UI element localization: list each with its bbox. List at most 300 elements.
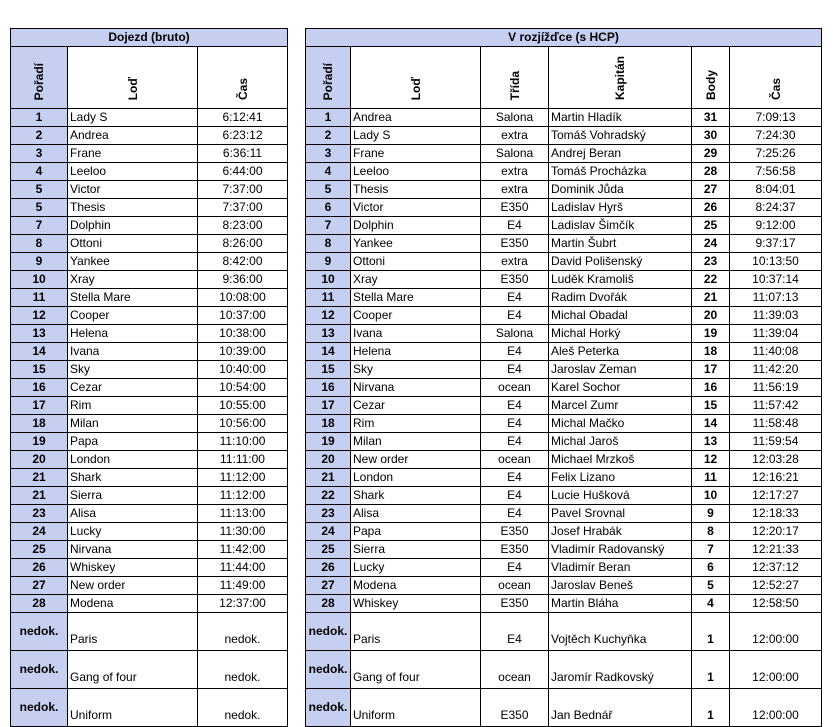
cell-time: 6:44:00: [198, 163, 288, 181]
table-row: [306, 433, 822, 451]
cell-rank: 24: [11, 523, 68, 541]
cell-points: 20: [692, 307, 730, 325]
cell-points: 8: [692, 523, 730, 541]
table-row: [306, 505, 822, 523]
cell-time: 12:20:17: [730, 523, 822, 541]
cell-captain: Lucie Hušková: [549, 487, 692, 505]
table-row: [11, 487, 288, 505]
table-row: [11, 217, 288, 235]
cell-class: E350: [481, 271, 549, 289]
cell-boat: Nirvana: [68, 541, 198, 559]
cell-time: 12:37:00: [198, 595, 288, 613]
cell-points: 22: [692, 271, 730, 289]
cell-boat: Rim: [68, 397, 198, 415]
cell-boat: Sierra: [68, 487, 198, 505]
cell-rank: 9: [11, 253, 68, 271]
cell-boat: Sierra: [351, 541, 481, 559]
table-row: [11, 577, 288, 595]
cell-captain: Karel Sochor: [549, 379, 692, 397]
cell-rank: 15: [306, 361, 351, 379]
cell-captain: Aleš Peterka: [549, 343, 692, 361]
table-row: [306, 199, 822, 217]
cell-boat: Dolphin: [351, 217, 481, 235]
handicap-table-title: V rozjížďce (s HCP): [306, 29, 822, 47]
cell-boat: New order: [68, 577, 198, 595]
cell-time: 10:40:00: [198, 361, 288, 379]
cell-rank: nedok.: [11, 651, 68, 689]
cell-captain: Josef Hrabák: [549, 523, 692, 541]
dnf-row: [306, 613, 822, 651]
cell-boat: Alisa: [351, 505, 481, 523]
header-rank: Pořadí: [11, 47, 68, 109]
cell-rank: 23: [306, 505, 351, 523]
cell-time: 11:10:00: [198, 433, 288, 451]
cell-points: 12: [692, 451, 730, 469]
cell-time: 11:39:04: [730, 325, 822, 343]
cell-captain: Jaromír Radkovský: [549, 651, 692, 689]
table-row: [11, 469, 288, 487]
cell-time: 9:12:00: [730, 217, 822, 235]
cell-captain: Felix Lizano: [549, 469, 692, 487]
header-boat: Loď: [68, 47, 198, 109]
header-class: Třída: [481, 47, 549, 109]
cell-captain: Vladimír Beran: [549, 559, 692, 577]
cell-time: 12:00:00: [730, 651, 822, 689]
cell-rank: 18: [11, 415, 68, 433]
cell-class: ocean: [481, 379, 549, 397]
cell-class: E350: [481, 541, 549, 559]
cell-boat: Lucky: [351, 559, 481, 577]
cell-captain: Andrej Beran: [549, 145, 692, 163]
cell-captain: Vojtěch Kuchyňka: [549, 613, 692, 651]
table-row: [11, 559, 288, 577]
cell-points: 1: [692, 613, 730, 651]
header-points: Body: [692, 47, 730, 109]
dnf-row: [11, 651, 288, 689]
cell-rank: 2: [306, 127, 351, 145]
cell-time: 12:03:28: [730, 451, 822, 469]
cell-rank: 19: [11, 433, 68, 451]
cell-rank: 12: [306, 307, 351, 325]
cell-captain: Radim Dvořák: [549, 289, 692, 307]
cell-rank: 27: [11, 577, 68, 595]
cell-time: 10:13:50: [730, 253, 822, 271]
cell-time: 7:37:00: [198, 181, 288, 199]
table-row: [11, 523, 288, 541]
table-row: [306, 181, 822, 199]
cell-time: 7:24:30: [730, 127, 822, 145]
cell-class: E4: [481, 415, 549, 433]
cell-class: extra: [481, 163, 549, 181]
cell-boat: Cooper: [68, 307, 198, 325]
table-row: [11, 181, 288, 199]
table-row: [11, 109, 288, 127]
cell-rank: 28: [306, 595, 351, 613]
cell-rank: 4: [11, 163, 68, 181]
cell-points: 4: [692, 595, 730, 613]
cell-time: 9:37:17: [730, 235, 822, 253]
cell-time: nedok.: [198, 613, 288, 651]
cell-boat: Cezar: [351, 397, 481, 415]
cell-rank: 19: [306, 433, 351, 451]
cell-time: 11:44:00: [198, 559, 288, 577]
cell-boat: Shark: [351, 487, 481, 505]
table-row: [11, 541, 288, 559]
cell-captain: Michal Jaroš: [549, 433, 692, 451]
cell-boat: Yankee: [351, 235, 481, 253]
cell-points: 5: [692, 577, 730, 595]
cell-rank: 10: [306, 271, 351, 289]
cell-class: E4: [481, 487, 549, 505]
cell-boat: Alisa: [68, 505, 198, 523]
cell-class: E350: [481, 235, 549, 253]
cell-boat: Lady S: [351, 127, 481, 145]
table-row: [11, 343, 288, 361]
cell-time: 12:37:12: [730, 559, 822, 577]
table-row: [11, 433, 288, 451]
table-row: [306, 127, 822, 145]
cell-boat: Leeloo: [68, 163, 198, 181]
cell-points: 29: [692, 145, 730, 163]
cell-boat: Yankee: [68, 253, 198, 271]
cell-rank: 9: [306, 253, 351, 271]
cell-time: 12:52:27: [730, 577, 822, 595]
cell-boat: Whiskey: [351, 595, 481, 613]
cell-rank: 20: [306, 451, 351, 469]
cell-boat: London: [68, 451, 198, 469]
cell-points: 1: [692, 689, 730, 727]
table-row: [11, 307, 288, 325]
cell-class: E4: [481, 307, 549, 325]
cell-time: 10:08:00: [198, 289, 288, 307]
cell-time: 10:55:00: [198, 397, 288, 415]
cell-boat: Frane: [68, 145, 198, 163]
table-row: [306, 415, 822, 433]
table-row: [306, 451, 822, 469]
cell-class: extra: [481, 127, 549, 145]
cell-captain: Martin Bláha: [549, 595, 692, 613]
cell-boat: Whiskey: [68, 559, 198, 577]
cell-points: 25: [692, 217, 730, 235]
cell-captain: Tomáš Vohradský: [549, 127, 692, 145]
cell-captain: Michal Mačko: [549, 415, 692, 433]
cell-class: Salona: [481, 325, 549, 343]
cell-class: Salona: [481, 109, 549, 127]
cell-boat: Victor: [68, 181, 198, 199]
dnf-row: [11, 613, 288, 651]
cell-class: E4: [481, 343, 549, 361]
table-row: [306, 217, 822, 235]
cell-points: 26: [692, 199, 730, 217]
cell-rank: 11: [306, 289, 351, 307]
cell-rank: 21: [11, 487, 68, 505]
table-row: [11, 505, 288, 523]
table-row: [306, 163, 822, 181]
cell-time: nedok.: [198, 651, 288, 689]
header-rank: Pořadí: [306, 47, 351, 109]
finish-table-bruto: [10, 28, 288, 727]
cell-time: 10:54:00: [198, 379, 288, 397]
cell-class: E4: [481, 559, 549, 577]
cell-boat: Modena: [351, 577, 481, 595]
cell-rank: 14: [306, 343, 351, 361]
cell-rank: 23: [11, 505, 68, 523]
cell-rank: 2: [11, 127, 68, 145]
table-row: [11, 127, 288, 145]
cell-class: E4: [481, 469, 549, 487]
cell-rank: 1: [306, 109, 351, 127]
cell-points: 13: [692, 433, 730, 451]
handicap-table: [305, 28, 822, 727]
cell-points: 28: [692, 163, 730, 181]
cell-boat: Sky: [68, 361, 198, 379]
cell-boat: Andrea: [68, 127, 198, 145]
cell-time: 11:49:00: [198, 577, 288, 595]
cell-boat: Leeloo: [351, 163, 481, 181]
cell-boat: Frane: [351, 145, 481, 163]
cell-time: 8:04:01: [730, 181, 822, 199]
cell-rank: 22: [306, 487, 351, 505]
cell-boat: Ottoni: [68, 235, 198, 253]
cell-time: 9:36:00: [198, 271, 288, 289]
cell-boat: Lucky: [68, 523, 198, 541]
cell-captain: Tomáš Procházka: [549, 163, 692, 181]
cell-captain: David Polišenský: [549, 253, 692, 271]
table-row: [306, 361, 822, 379]
cell-time: 11:07:13: [730, 289, 822, 307]
cell-rank: 24: [306, 523, 351, 541]
cell-boat: London: [351, 469, 481, 487]
cell-rank: 16: [306, 379, 351, 397]
cell-time: 7:56:58: [730, 163, 822, 181]
cell-points: 30: [692, 127, 730, 145]
table-row: [11, 379, 288, 397]
table-row: [11, 397, 288, 415]
cell-class: E4: [481, 397, 549, 415]
cell-rank: 7: [11, 217, 68, 235]
table-row: [306, 469, 822, 487]
cell-boat: Lady S: [68, 109, 198, 127]
cell-time: 11:59:54: [730, 433, 822, 451]
cell-time: 11:12:00: [198, 487, 288, 505]
cell-class: E4: [481, 613, 549, 651]
cell-boat: Xray: [351, 271, 481, 289]
cell-time: 10:38:00: [198, 325, 288, 343]
cell-points: 6: [692, 559, 730, 577]
cell-rank: 10: [11, 271, 68, 289]
cell-points: 9: [692, 505, 730, 523]
cell-rank: 26: [11, 559, 68, 577]
cell-class: ocean: [481, 651, 549, 689]
cell-boat: Papa: [351, 523, 481, 541]
cell-boat: Uniform: [351, 689, 481, 727]
cell-boat: Gang of four: [68, 651, 198, 689]
cell-points: 24: [692, 235, 730, 253]
cell-time: 11:40:08: [730, 343, 822, 361]
cell-boat: Stella Mare: [351, 289, 481, 307]
cell-rank: 8: [306, 235, 351, 253]
table-row: [11, 595, 288, 613]
cell-rank: 13: [11, 325, 68, 343]
table-row: [11, 253, 288, 271]
cell-rank: 21: [306, 469, 351, 487]
header-captain: Kapitán: [549, 47, 692, 109]
cell-captain: Luděk Kramoliš: [549, 271, 692, 289]
cell-rank: 20: [11, 451, 68, 469]
cell-points: 31: [692, 109, 730, 127]
table-row: [306, 145, 822, 163]
cell-boat: Papa: [68, 433, 198, 451]
dnf-row: [306, 689, 822, 727]
cell-points: 19: [692, 325, 730, 343]
cell-time: 11:56:19: [730, 379, 822, 397]
cell-boat: Uniform: [68, 689, 198, 727]
table-row: [306, 235, 822, 253]
table-row: [306, 397, 822, 415]
cell-rank: 28: [11, 595, 68, 613]
cell-rank: 6: [306, 199, 351, 217]
cell-boat: Thesis: [68, 199, 198, 217]
cell-boat: Helena: [351, 343, 481, 361]
cell-points: 11: [692, 469, 730, 487]
cell-rank: 16: [11, 379, 68, 397]
cell-boat: Victor: [351, 199, 481, 217]
cell-rank: nedok.: [11, 689, 68, 727]
cell-time: 11:13:00: [198, 505, 288, 523]
cell-rank: nedok.: [306, 613, 351, 651]
table-row: [306, 487, 822, 505]
cell-time: 11:58:48: [730, 415, 822, 433]
cell-time: 12:21:33: [730, 541, 822, 559]
cell-class: ocean: [481, 577, 549, 595]
cell-class: E350: [481, 199, 549, 217]
cell-points: 7: [692, 541, 730, 559]
cell-boat: Stella Mare: [68, 289, 198, 307]
cell-rank: 25: [11, 541, 68, 559]
cell-captain: Jaroslav Zeman: [549, 361, 692, 379]
cell-captain: Ladislav Šimčík: [549, 217, 692, 235]
cell-class: Salona: [481, 145, 549, 163]
table-row: [11, 145, 288, 163]
cell-class: extra: [481, 181, 549, 199]
cell-boat: Cooper: [351, 307, 481, 325]
table-row: [306, 109, 822, 127]
cell-class: ocean: [481, 451, 549, 469]
cell-boat: Rim: [351, 415, 481, 433]
cell-rank: 5: [11, 181, 68, 199]
cell-rank: 17: [11, 397, 68, 415]
cell-boat: Xray: [68, 271, 198, 289]
cell-captain: Michal Obadal: [549, 307, 692, 325]
table-row: [11, 451, 288, 469]
table-row: [306, 379, 822, 397]
cell-time: nedok.: [198, 689, 288, 727]
cell-boat: Helena: [68, 325, 198, 343]
cell-rank: 13: [306, 325, 351, 343]
cell-class: E4: [481, 505, 549, 523]
cell-rank: 14: [11, 343, 68, 361]
cell-boat: Ivana: [68, 343, 198, 361]
cell-boat: Shark: [68, 469, 198, 487]
cell-captain: Marcel Zumr: [549, 397, 692, 415]
cell-class: E350: [481, 689, 549, 727]
cell-class: E350: [481, 523, 549, 541]
cell-points: 23: [692, 253, 730, 271]
cell-time: 8:23:00: [198, 217, 288, 235]
table-row: [306, 325, 822, 343]
cell-time: 10:37:00: [198, 307, 288, 325]
cell-rank: 21: [11, 469, 68, 487]
cell-points: 10: [692, 487, 730, 505]
cell-rank: 11: [11, 289, 68, 307]
cell-boat: Modena: [68, 595, 198, 613]
cell-points: 1: [692, 651, 730, 689]
cell-captain: Michael Mrzkoš: [549, 451, 692, 469]
cell-points: 21: [692, 289, 730, 307]
cell-boat: Paris: [351, 613, 481, 651]
cell-boat: Cezar: [68, 379, 198, 397]
cell-rank: 5: [306, 181, 351, 199]
table-row: [306, 307, 822, 325]
cell-points: 16: [692, 379, 730, 397]
header-time: Čas: [730, 47, 822, 109]
cell-time: 7:09:13: [730, 109, 822, 127]
table-row: [306, 271, 822, 289]
cell-time: 10:37:14: [730, 271, 822, 289]
cell-points: 17: [692, 361, 730, 379]
cell-points: 15: [692, 397, 730, 415]
cell-captain: Martin Šubrt: [549, 235, 692, 253]
table-row: [306, 595, 822, 613]
cell-time: 11:39:03: [730, 307, 822, 325]
cell-rank: 3: [11, 145, 68, 163]
cell-time: 12:16:21: [730, 469, 822, 487]
cell-rank: 18: [306, 415, 351, 433]
dnf-row: [11, 689, 288, 727]
cell-rank: 3: [306, 145, 351, 163]
table-row: [306, 523, 822, 541]
table-row: [306, 541, 822, 559]
table-row: [306, 343, 822, 361]
cell-boat: Milan: [351, 433, 481, 451]
cell-captain: Jaroslav Beneš: [549, 577, 692, 595]
cell-time: 7:25:26: [730, 145, 822, 163]
table-row: [11, 163, 288, 181]
cell-points: 18: [692, 343, 730, 361]
cell-boat: Ottoni: [351, 253, 481, 271]
cell-class: extra: [481, 253, 549, 271]
cell-rank: 27: [306, 577, 351, 595]
cell-time: 10:56:00: [198, 415, 288, 433]
cell-class: E4: [481, 433, 549, 451]
cell-boat: Paris: [68, 613, 198, 651]
cell-time: 6:23:12: [198, 127, 288, 145]
cell-time: 12:58:50: [730, 595, 822, 613]
table-row: [11, 325, 288, 343]
cell-class: E4: [481, 361, 549, 379]
cell-boat: Ivana: [351, 325, 481, 343]
cell-rank: nedok.: [306, 689, 351, 727]
cell-time: 6:36:11: [198, 145, 288, 163]
cell-captain: Pavel Srovnal: [549, 505, 692, 523]
cell-rank: 12: [11, 307, 68, 325]
cell-boat: Nirvana: [351, 379, 481, 397]
cell-rank: 5: [11, 199, 68, 217]
cell-time: 11:57:42: [730, 397, 822, 415]
cell-time: 7:37:00: [198, 199, 288, 217]
cell-rank: 7: [306, 217, 351, 235]
cell-time: 11:42:00: [198, 541, 288, 559]
